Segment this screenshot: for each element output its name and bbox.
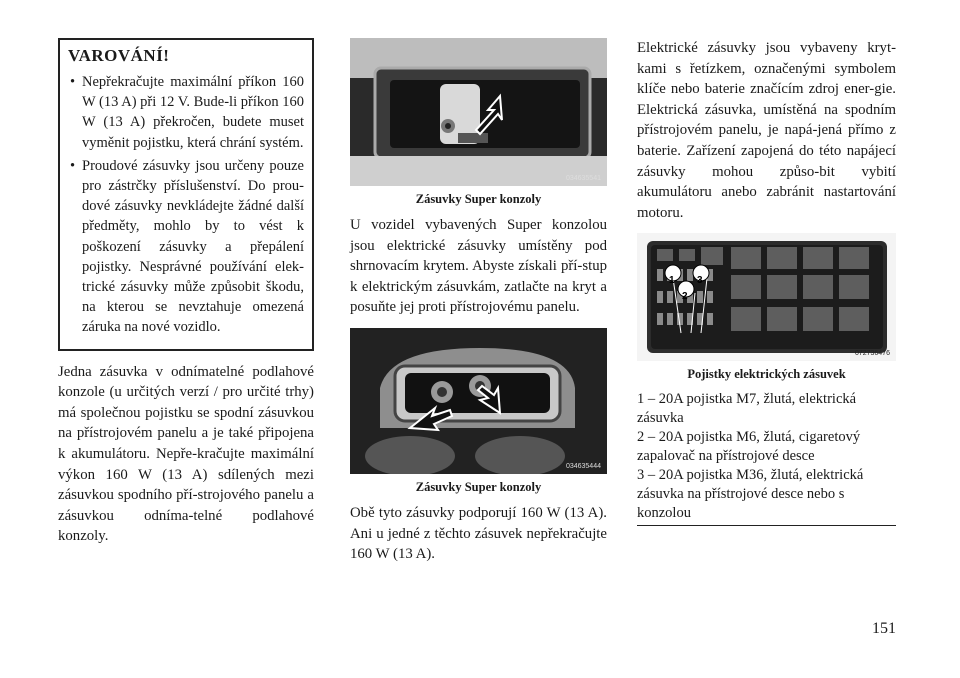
image-code: 034635541 [565, 175, 601, 182]
fuse-list-item: 1 – 20A pojistka M7, žlutá, elektrická zásuvka [637, 391, 857, 427]
page-number: 151 [872, 620, 896, 637]
paragraph-super-console: U vozidel vybavených Super konzolou jsou elektrické zásuvky umístěny pod shrnovacím krytem. Abyste získali pří-stup k elektrickým zásuvkám, zatlačte na kryt a posuňte jej proti přístrojovému panelu. [350, 217, 607, 316]
fuse-marker-3: 3 [697, 275, 703, 287]
warning-list [68, 72, 304, 338]
super-console-photo-1 [350, 38, 607, 186]
image-code: 072736476 [854, 350, 890, 358]
fuse-list [637, 390, 896, 523]
warning-box [58, 38, 314, 351]
paragraph-floor-console: Jedna zásuvka v odnímatelné podlahové konzole (u určitých verzí / pro určité trhy) má společnou pojistku se spodní zásuvkou na přístrojovém panelu a je také připojena k akumulátoru. Nepře-kračujte maximální výkon 160 W (13 A) sdílených mezi zásuvkou spodního pří-strojového panelu a zásuvkou odníma-telné podlahové konzoly. [58, 363, 314, 545]
section-divider [637, 525, 896, 526]
left-column [58, 38, 314, 547]
warning-item: • Nepřekračujte maximální příkon 160 W (13 A) při 12 V. Bude-li příkon 160 W (13 A) překročen, budete muset vyměnit pojistku, která chrání systém. [68, 72, 304, 153]
photo-caption: Pojistky elektrických zásuvek [687, 367, 846, 382]
fuse-marker-2: 2 [682, 291, 688, 303]
right-column [637, 38, 896, 526]
fuse-box-illustration [637, 233, 896, 361]
photo-caption: Zásuvky Super konzoly [415, 479, 542, 494]
paragraph-socket-caps: Elektrické zásuvky jsou vybaveny kryt-kami s řetízkem, označenými symbolem klíče nebo baterie značícím zdroj ener-gie. Elektrická zásuvka, umístěná na spodním přístrojovém panelu, je napá-jená přímo z baterie. Zařízení zapojená do této napájecí zásuvky mohou způso-bit vybití akumulátoru anebo zabránit nastartování motoru. [637, 40, 896, 221]
warning-item: • Proudové zásuvky jsou určeny pouze pro zástrčky příslušenství. Do prou-dové zásuvky nevkládejte žádné další předměty, mohlo by to vést k poškození zásuvky a přepálení pojistky. Nesprávné používání elek-trické zásuvky může způsobit škodu, na kterou se nevztahuje omezená záruka na nové vozidlo. [68, 156, 304, 338]
console-sockets-illustration [350, 328, 607, 474]
image-code: 034635444 [565, 462, 601, 470]
photo-caption: Zásuvky Super konzoly [415, 192, 542, 206]
console-lid-illustration [350, 38, 607, 186]
fuse-box-photo [637, 233, 896, 361]
fuse-marker-1: 1 [669, 275, 675, 287]
middle-column [350, 38, 607, 565]
warning-title: VAROVÁNÍ! [68, 46, 170, 65]
super-console-photo-2 [350, 328, 607, 474]
fuse-list-item: 3 – 20A pojistka M36, žlutá, elektrická zásuvka na přístrojové desce nebo s konzolou [637, 467, 864, 522]
fuse-list-item: 2 – 20A pojistka M6, žlutá, cigaretový zapalovač na přístrojové desce [637, 429, 861, 465]
paragraph-socket-rating: Obě tyto zásuvky podporují 160 W (13 A). Ani u jedné z těchto zásuvek nepřekračujte 160 W (13 A). [350, 504, 607, 563]
